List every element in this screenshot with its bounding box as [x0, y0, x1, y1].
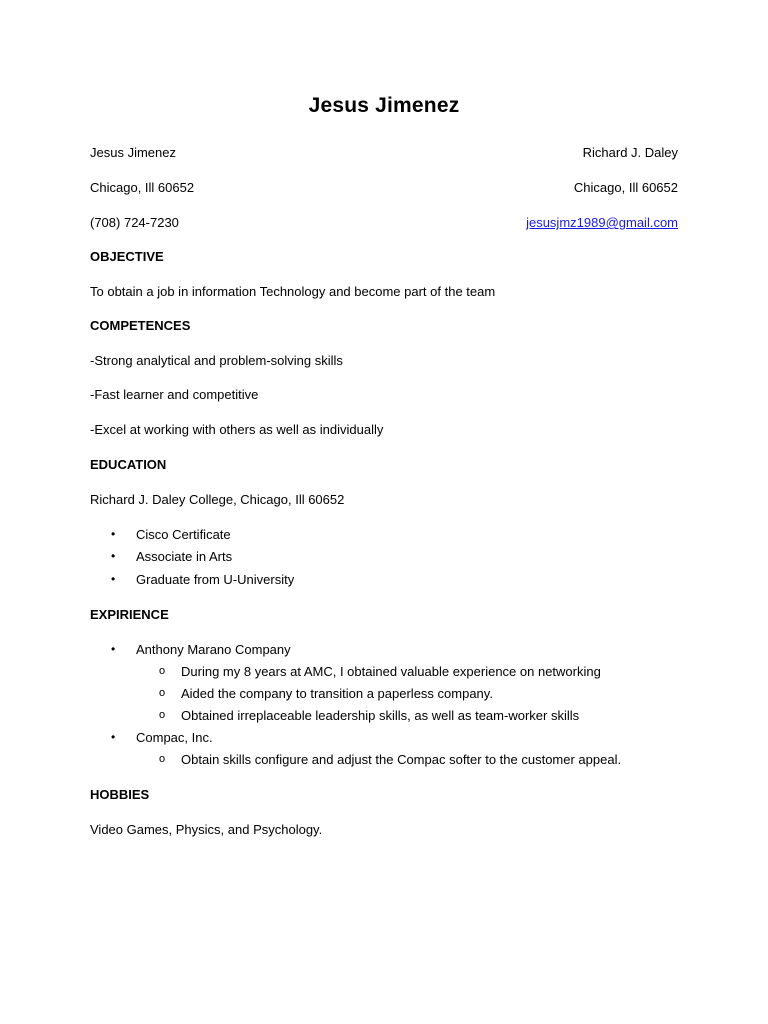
competence-item: -Excel at working with others as well as individually	[90, 422, 384, 437]
job-company: Compac, Inc.	[136, 730, 213, 745]
bullet-icon: •	[111, 642, 116, 656]
job-detail: Aided the company to transition a paperless company.	[181, 686, 493, 701]
contact-school: Richard J. Daley	[582, 145, 678, 160]
contact-email-link[interactable]: jesusjmz1989@gmail.com	[526, 215, 678, 230]
bullet-icon: •	[111, 730, 116, 744]
hobbies-heading: HOBBIES	[90, 787, 150, 802]
sub-bullet-icon: o	[159, 753, 166, 765]
sub-bullet-icon: o	[159, 665, 166, 677]
education-item: Graduate from U-University	[136, 572, 295, 587]
job-detail: During my 8 years at AMC, I obtained valuable experience on networking	[181, 664, 601, 679]
bullet-icon: •	[111, 549, 116, 563]
competence-item: -Fast learner and competitive	[90, 387, 259, 402]
contact-city-left: Chicago, Ill 60652	[90, 180, 195, 195]
education-heading: EDUCATION	[90, 457, 167, 472]
education-school: Richard J. Daley College, Chicago, Ill 60652	[90, 492, 345, 507]
bullet-icon: •	[111, 527, 116, 541]
sub-bullet-icon: o	[159, 709, 166, 721]
education-item: Cisco Certificate	[136, 527, 231, 542]
hobbies-text: Video Games, Physics, and Psychology.	[90, 822, 323, 837]
objective-text: To obtain a job in information Technology and become part of the team	[90, 284, 496, 299]
contact-city-right: Chicago, Ill 60652	[573, 180, 678, 195]
competences-heading: COMPETENCES	[90, 318, 191, 333]
contact-phone: (708) 724-7230	[90, 215, 179, 230]
experience-heading: EXPIRIENCE	[90, 607, 169, 622]
sub-bullet-icon: o	[159, 687, 166, 699]
competence-item: -Strong analytical and problem-solving skills	[90, 353, 343, 368]
job-company: Anthony Marano Company	[136, 642, 291, 657]
bullet-icon: •	[111, 572, 116, 586]
objective-heading: OBJECTIVE	[90, 249, 164, 264]
resume-title: Jesus Jimenez	[308, 94, 460, 117]
contact-name: Jesus Jimenez	[90, 145, 176, 160]
education-item: Associate in Arts	[136, 549, 233, 564]
job-detail: Obtain skills configure and adjust the Compac softer to the customer appeal.	[181, 752, 622, 767]
job-detail: Obtained irreplaceable leadership skills, as well as team-worker skills	[181, 708, 580, 723]
